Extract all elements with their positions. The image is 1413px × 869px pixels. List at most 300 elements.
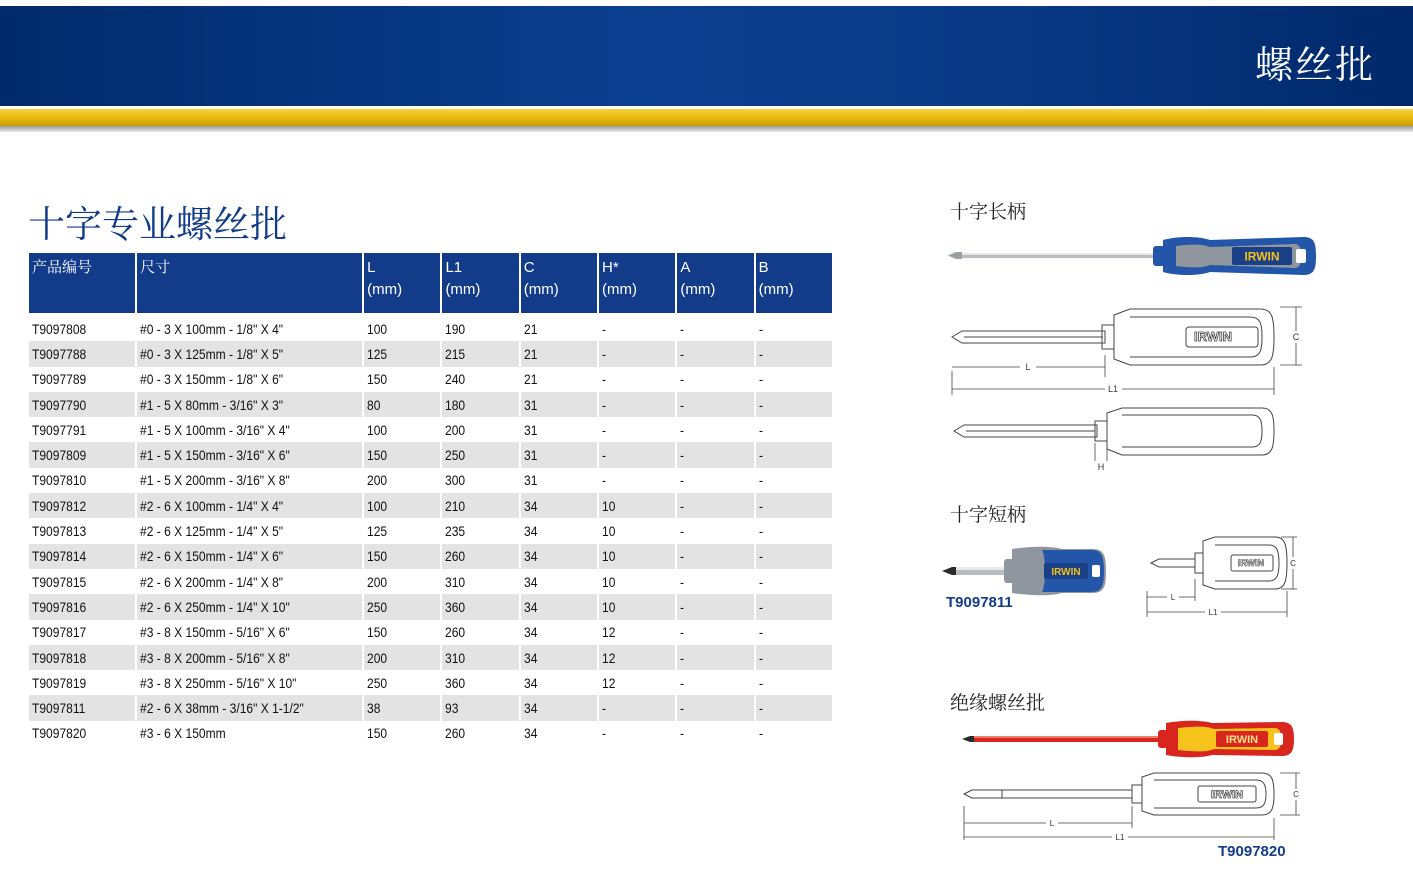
table-cell-text: T9097813 bbox=[32, 523, 87, 540]
table-row bbox=[29, 417, 832, 442]
table-cell bbox=[29, 721, 135, 746]
table-cell-text: T9097818 bbox=[32, 649, 87, 666]
table-cell bbox=[521, 670, 597, 695]
column-header-unit: (mm) bbox=[680, 281, 716, 298]
table-cell-text: - bbox=[680, 447, 685, 464]
table-cell-text: - bbox=[680, 345, 685, 362]
table-cell-text: #2 - 6 X 38mm - 3/16" X 1-1/2" bbox=[140, 700, 304, 717]
table-cell bbox=[364, 493, 440, 518]
table-cell bbox=[677, 695, 753, 720]
short-handle-dimension-drawing bbox=[1145, 535, 1305, 620]
table-cell bbox=[29, 594, 135, 619]
table-cell-text: 200 bbox=[367, 472, 388, 489]
table-cell bbox=[521, 721, 597, 746]
table-cell-text: #3 - 8 X 200mm - 5/16" X 8" bbox=[140, 649, 290, 666]
table-cell bbox=[677, 417, 753, 442]
table-row bbox=[29, 493, 832, 518]
table-cell bbox=[29, 417, 135, 442]
table-cell bbox=[442, 670, 518, 695]
column-header-unit: (mm) bbox=[523, 281, 559, 298]
table-cell-text: 125 bbox=[367, 523, 388, 540]
table-cell-text: 12 bbox=[602, 674, 616, 691]
table-cell-text: 200 bbox=[367, 573, 388, 590]
table-cell-text: - bbox=[680, 320, 685, 337]
table-cell bbox=[677, 493, 753, 518]
long-handle-brand-text: IRWIN bbox=[1244, 249, 1280, 264]
table-cell-text: - bbox=[680, 472, 685, 489]
table-cell-text: 150 bbox=[367, 447, 388, 464]
table-cell-text: 260 bbox=[445, 548, 466, 565]
table-cell bbox=[756, 670, 832, 695]
table-cell bbox=[442, 620, 518, 645]
table-cell bbox=[364, 670, 440, 695]
table-cell bbox=[756, 316, 832, 341]
table-cell-text: 10 bbox=[602, 523, 616, 540]
table-cell bbox=[756, 544, 832, 569]
table-cell bbox=[599, 442, 675, 467]
table-cell bbox=[521, 442, 597, 467]
table-cell bbox=[599, 417, 675, 442]
table-cell bbox=[756, 569, 832, 594]
table-cell bbox=[137, 620, 362, 645]
table-cell bbox=[756, 392, 832, 417]
table-row bbox=[29, 442, 832, 467]
table-cell-text: #1 - 5 X 150mm - 3/16" X 6" bbox=[140, 447, 290, 464]
table-cell bbox=[677, 341, 753, 366]
table-cell bbox=[137, 493, 362, 518]
table-cell bbox=[442, 569, 518, 594]
table-cell-text: #3 - 8 X 250mm - 5/16" X 10" bbox=[140, 674, 297, 691]
column-header-label: C bbox=[523, 259, 535, 276]
table-cell bbox=[137, 695, 362, 720]
short-handle-model-code: T9097811 bbox=[946, 594, 1013, 611]
table-cell-text: #2 - 6 X 250mm - 1/4" X 10" bbox=[140, 598, 290, 615]
table-cell-text: - bbox=[602, 472, 607, 489]
table-cell-text: - bbox=[758, 396, 763, 413]
table-cell-text: - bbox=[758, 320, 763, 337]
table-cell-text: - bbox=[758, 497, 763, 514]
table-cell-text: - bbox=[758, 573, 763, 590]
short-handle-label: 十字短柄 bbox=[950, 504, 1027, 526]
table-cell-text: - bbox=[758, 371, 763, 388]
insulated-brand-text: IRWIN bbox=[1225, 734, 1259, 746]
table-row bbox=[29, 670, 832, 695]
table-cell bbox=[521, 594, 597, 619]
table-cell bbox=[677, 645, 753, 670]
table-cell bbox=[599, 695, 675, 720]
table-cell-text: T9097819 bbox=[32, 674, 87, 691]
section-title: 十字专业螺丝批 bbox=[28, 203, 287, 246]
column-header-unit: (mm) bbox=[445, 281, 481, 298]
column-header-unit: (mm) bbox=[758, 281, 794, 298]
column-header-label: L1 bbox=[445, 259, 463, 276]
table-cell-text: - bbox=[680, 573, 685, 590]
table-cell-text: #1 - 5 X 80mm - 3/16" X 3" bbox=[140, 396, 284, 413]
table-cell-text: #0 - 3 X 125mm - 1/8" X 5" bbox=[140, 345, 284, 362]
table-cell bbox=[29, 518, 135, 543]
table-cell bbox=[137, 468, 362, 493]
table-cell bbox=[442, 367, 518, 392]
table-cell bbox=[599, 468, 675, 493]
table-body bbox=[29, 316, 832, 746]
table-cell bbox=[756, 341, 832, 366]
table-cell bbox=[756, 493, 832, 518]
table-cell-text: - bbox=[680, 649, 685, 666]
table-cell bbox=[442, 442, 518, 467]
table-cell-text: T9097811 bbox=[32, 700, 86, 717]
table-cell bbox=[364, 518, 440, 543]
table-cell-text: 260 bbox=[445, 725, 466, 742]
table-cell bbox=[364, 544, 440, 569]
column-header bbox=[442, 253, 518, 316]
table-cell-text: - bbox=[602, 725, 607, 742]
table-cell-text: T9097812 bbox=[32, 497, 87, 514]
table-cell bbox=[756, 442, 832, 467]
table-cell bbox=[521, 695, 597, 720]
table-row bbox=[29, 392, 832, 417]
table-cell-text: 34 bbox=[523, 497, 538, 514]
table-cell-text: - bbox=[758, 674, 763, 691]
table-cell bbox=[137, 721, 362, 746]
table-cell bbox=[442, 544, 518, 569]
table-cell-text: 250 bbox=[367, 598, 388, 615]
table-cell bbox=[677, 468, 753, 493]
table-row bbox=[29, 367, 832, 392]
table-cell-text: T9097816 bbox=[32, 598, 87, 615]
table-cell-text: T9097815 bbox=[32, 573, 87, 590]
table-cell bbox=[599, 392, 675, 417]
table-cell-text: 310 bbox=[445, 649, 466, 666]
table-cell bbox=[137, 442, 362, 467]
table-cell bbox=[137, 518, 362, 543]
table-cell bbox=[364, 569, 440, 594]
table-cell bbox=[364, 645, 440, 670]
table-cell-text: - bbox=[602, 700, 607, 717]
table-cell bbox=[521, 468, 597, 493]
table-cell bbox=[364, 468, 440, 493]
table-cell bbox=[677, 544, 753, 569]
table-cell bbox=[364, 341, 440, 366]
table-cell-text: T9097788 bbox=[32, 345, 87, 362]
table-cell bbox=[364, 594, 440, 619]
table-cell bbox=[599, 341, 675, 366]
table-cell bbox=[137, 341, 362, 366]
table-cell bbox=[29, 645, 135, 670]
table-cell bbox=[756, 417, 832, 442]
table-cell-text: #3 - 6 X 150mm bbox=[140, 725, 226, 742]
table-cell-text: T9097789 bbox=[32, 371, 87, 388]
table-cell-text: - bbox=[680, 700, 685, 717]
long-handle-label: 十字长柄 bbox=[950, 201, 1027, 223]
table-cell bbox=[756, 645, 832, 670]
table-cell-text: 215 bbox=[445, 345, 466, 362]
table-cell bbox=[677, 569, 753, 594]
table-cell bbox=[364, 695, 440, 720]
table-cell bbox=[137, 569, 362, 594]
short-dimension-label-l: L bbox=[1170, 593, 1176, 602]
table-cell-text: 150 bbox=[367, 624, 388, 641]
column-header-unit: (mm) bbox=[602, 281, 638, 298]
table-cell-text: #1 - 5 X 100mm - 3/16" X 4" bbox=[140, 421, 290, 438]
table-cell-text: - bbox=[758, 725, 763, 742]
table-cell bbox=[677, 620, 753, 645]
table-cell-text: 10 bbox=[602, 573, 616, 590]
table-cell bbox=[756, 695, 832, 720]
table-cell bbox=[677, 670, 753, 695]
table-cell-text: - bbox=[758, 548, 763, 565]
table-cell bbox=[756, 721, 832, 746]
table-cell bbox=[442, 518, 518, 543]
table-cell-text: - bbox=[758, 649, 763, 666]
column-header bbox=[599, 253, 675, 316]
column-header-label: 产品编号 bbox=[32, 259, 93, 276]
table-cell-text: 10 bbox=[602, 598, 616, 615]
table-row bbox=[29, 695, 832, 720]
column-header bbox=[29, 253, 135, 316]
table-cell-text: - bbox=[758, 472, 763, 489]
table-cell bbox=[29, 493, 135, 518]
table-cell-text: 34 bbox=[523, 700, 538, 717]
column-header bbox=[756, 253, 832, 316]
table-cell bbox=[521, 316, 597, 341]
long-handle-profile-drawing bbox=[952, 405, 1282, 475]
table-row bbox=[29, 341, 832, 366]
table-cell bbox=[137, 670, 362, 695]
table-cell-text: #3 - 8 X 150mm - 5/16" X 6" bbox=[140, 624, 290, 641]
table-cell-text: T9097790 bbox=[32, 396, 87, 413]
table-cell-text: #0 - 3 X 150mm - 1/8" X 6" bbox=[140, 371, 284, 388]
table-cell-text: 21 bbox=[523, 320, 538, 337]
table-cell-text: 21 bbox=[523, 345, 538, 362]
table-cell bbox=[29, 670, 135, 695]
table-cell bbox=[137, 367, 362, 392]
page-title: 螺丝批 bbox=[1254, 43, 1375, 87]
table-cell bbox=[29, 468, 135, 493]
column-header-label: A bbox=[680, 259, 691, 276]
table-cell bbox=[756, 594, 832, 619]
table-cell bbox=[29, 569, 135, 594]
table-cell-text: 200 bbox=[445, 421, 466, 438]
table-row bbox=[29, 569, 832, 594]
column-header bbox=[364, 253, 440, 316]
table-cell-text: #2 - 6 X 125mm - 1/4" X 5" bbox=[140, 523, 284, 540]
short-handle-screwdriver-image bbox=[942, 545, 1108, 597]
table-cell-text: - bbox=[602, 345, 607, 362]
table-cell-text: 100 bbox=[367, 421, 388, 438]
table-cell-text: 34 bbox=[523, 725, 538, 742]
table-cell bbox=[442, 594, 518, 619]
table-cell bbox=[364, 417, 440, 442]
table-cell bbox=[599, 493, 675, 518]
table-cell-text: 31 bbox=[523, 421, 538, 438]
table-cell bbox=[442, 341, 518, 366]
table-cell-text: 310 bbox=[445, 573, 466, 590]
table-cell-text: 150 bbox=[367, 371, 388, 388]
table-cell bbox=[599, 645, 675, 670]
column-header bbox=[521, 253, 597, 316]
table-cell bbox=[599, 544, 675, 569]
table-cell bbox=[442, 468, 518, 493]
table-cell-text: 240 bbox=[445, 371, 466, 388]
table-cell bbox=[756, 620, 832, 645]
table-cell-text: 360 bbox=[445, 674, 466, 691]
table-cell-text: 38 bbox=[367, 700, 381, 717]
table-cell-text: #2 - 6 X 100mm - 1/4" X 4" bbox=[140, 497, 284, 514]
table-cell-text: #2 - 6 X 200mm - 1/4" X 8" bbox=[140, 573, 284, 590]
table-cell-text: - bbox=[602, 371, 607, 388]
dimension-label-l1: L1 bbox=[1107, 384, 1119, 394]
table-cell bbox=[29, 544, 135, 569]
table-cell-text: - bbox=[602, 421, 607, 438]
table-row bbox=[29, 518, 832, 543]
table-cell-text: 260 bbox=[445, 624, 466, 641]
table-cell-text: - bbox=[680, 548, 685, 565]
spec-table bbox=[27, 253, 834, 746]
table-cell bbox=[442, 392, 518, 417]
column-header bbox=[137, 253, 362, 316]
table-cell-text: - bbox=[680, 497, 685, 514]
column-header-label: 尺寸 bbox=[140, 259, 171, 276]
table-cell-text: - bbox=[680, 624, 685, 641]
short-handle-drawing-brand: IRWIN bbox=[1237, 558, 1265, 568]
table-cell bbox=[677, 367, 753, 392]
table-cell-text: 80 bbox=[367, 396, 381, 413]
insulated-label: 绝缘螺丝批 bbox=[950, 692, 1046, 714]
table-cell-text: 10 bbox=[602, 548, 616, 565]
table-cell-text: 34 bbox=[523, 674, 538, 691]
table-cell-text: - bbox=[758, 421, 763, 438]
table-cell-text: T9097809 bbox=[32, 447, 87, 464]
table-cell bbox=[137, 594, 362, 619]
table-row bbox=[29, 645, 832, 670]
table-cell-text: 360 bbox=[445, 598, 466, 615]
table-cell bbox=[137, 392, 362, 417]
table-cell-text: 34 bbox=[523, 523, 538, 540]
table-cell bbox=[521, 392, 597, 417]
table-cell-text: 210 bbox=[445, 497, 466, 514]
table-cell bbox=[599, 367, 675, 392]
table-cell bbox=[599, 569, 675, 594]
table-cell bbox=[29, 316, 135, 341]
table-cell-text: 93 bbox=[445, 700, 459, 717]
table-row bbox=[29, 316, 832, 341]
table-cell bbox=[599, 721, 675, 746]
table-cell bbox=[29, 367, 135, 392]
table-cell bbox=[521, 367, 597, 392]
table-cell-text: 31 bbox=[523, 396, 538, 413]
dimension-label-l: L bbox=[1025, 362, 1031, 372]
table-row bbox=[29, 620, 832, 645]
table-cell bbox=[677, 316, 753, 341]
table-cell-text: T9097808 bbox=[32, 320, 87, 337]
table-cell bbox=[442, 493, 518, 518]
gold-stripe bbox=[0, 109, 1413, 126]
table-cell-text: 200 bbox=[367, 649, 388, 666]
table-cell-text: 34 bbox=[523, 598, 538, 615]
table-cell bbox=[599, 620, 675, 645]
table-cell bbox=[599, 518, 675, 543]
table-cell bbox=[521, 569, 597, 594]
table-cell bbox=[29, 341, 135, 366]
table-cell-text: #0 - 3 X 100mm - 1/8" X 4" bbox=[140, 320, 284, 337]
table-cell-text: #2 - 6 X 150mm - 1/4" X 6" bbox=[140, 548, 284, 565]
table-cell-text: - bbox=[680, 725, 685, 742]
table-cell-text: 190 bbox=[445, 320, 466, 337]
table-cell-text: 10 bbox=[602, 497, 616, 514]
table-cell bbox=[364, 392, 440, 417]
table-cell-text: T9097791 bbox=[32, 421, 87, 438]
table-cell bbox=[756, 468, 832, 493]
table-cell bbox=[677, 594, 753, 619]
insulated-dimension-label-l1: L1 bbox=[1115, 833, 1125, 842]
table-cell-text: - bbox=[602, 396, 607, 413]
table-cell bbox=[599, 670, 675, 695]
table-cell bbox=[442, 417, 518, 442]
table-cell bbox=[364, 721, 440, 746]
table-cell-text: - bbox=[680, 523, 685, 540]
table-cell bbox=[137, 645, 362, 670]
table-cell bbox=[521, 645, 597, 670]
table-cell bbox=[137, 544, 362, 569]
table-cell bbox=[756, 518, 832, 543]
table-cell-text: 34 bbox=[523, 548, 538, 565]
table-cell-text: 250 bbox=[367, 674, 388, 691]
table-cell-text: 31 bbox=[523, 472, 538, 489]
table-cell bbox=[677, 721, 753, 746]
stripe-shadow bbox=[0, 126, 1413, 132]
table-cell bbox=[677, 392, 753, 417]
table-cell-text: 100 bbox=[367, 497, 388, 514]
insulated-dimension-label-c: C bbox=[1293, 790, 1299, 799]
table-cell bbox=[442, 645, 518, 670]
table-cell bbox=[442, 695, 518, 720]
table-cell bbox=[364, 367, 440, 392]
table-cell-text: - bbox=[758, 345, 763, 362]
table-cell bbox=[677, 518, 753, 543]
table-cell-text: T9097814 bbox=[32, 548, 87, 565]
table-cell-text: 34 bbox=[523, 649, 538, 666]
table-cell bbox=[442, 316, 518, 341]
table-cell bbox=[364, 620, 440, 645]
table-row bbox=[29, 544, 832, 569]
table-cell-text: 180 bbox=[445, 396, 466, 413]
table-cell bbox=[521, 417, 597, 442]
table-cell bbox=[677, 442, 753, 467]
table-cell-text: - bbox=[602, 320, 607, 337]
table-cell-text: 150 bbox=[367, 548, 388, 565]
long-handle-drawing-brand: IRWIN bbox=[1193, 329, 1233, 344]
table-cell-text: T9097810 bbox=[32, 472, 87, 489]
table-cell bbox=[29, 695, 135, 720]
table-cell bbox=[521, 341, 597, 366]
table-cell-text: 31 bbox=[523, 447, 538, 464]
table-cell-text: - bbox=[602, 447, 607, 464]
column-header-label: L bbox=[367, 259, 376, 276]
table-cell bbox=[364, 442, 440, 467]
table-header-row bbox=[29, 253, 832, 316]
table-cell-text: 125 bbox=[367, 345, 388, 362]
table-cell-text: - bbox=[758, 624, 763, 641]
insulated-screwdriver-image bbox=[962, 718, 1298, 760]
table-row bbox=[29, 594, 832, 619]
table-cell-text: - bbox=[758, 447, 763, 464]
table-cell-text: - bbox=[680, 674, 685, 691]
dimension-label-c: C bbox=[1292, 332, 1300, 342]
table-cell bbox=[137, 316, 362, 341]
table-cell bbox=[521, 620, 597, 645]
table-cell-text: 12 bbox=[602, 624, 616, 641]
column-header bbox=[677, 253, 753, 316]
